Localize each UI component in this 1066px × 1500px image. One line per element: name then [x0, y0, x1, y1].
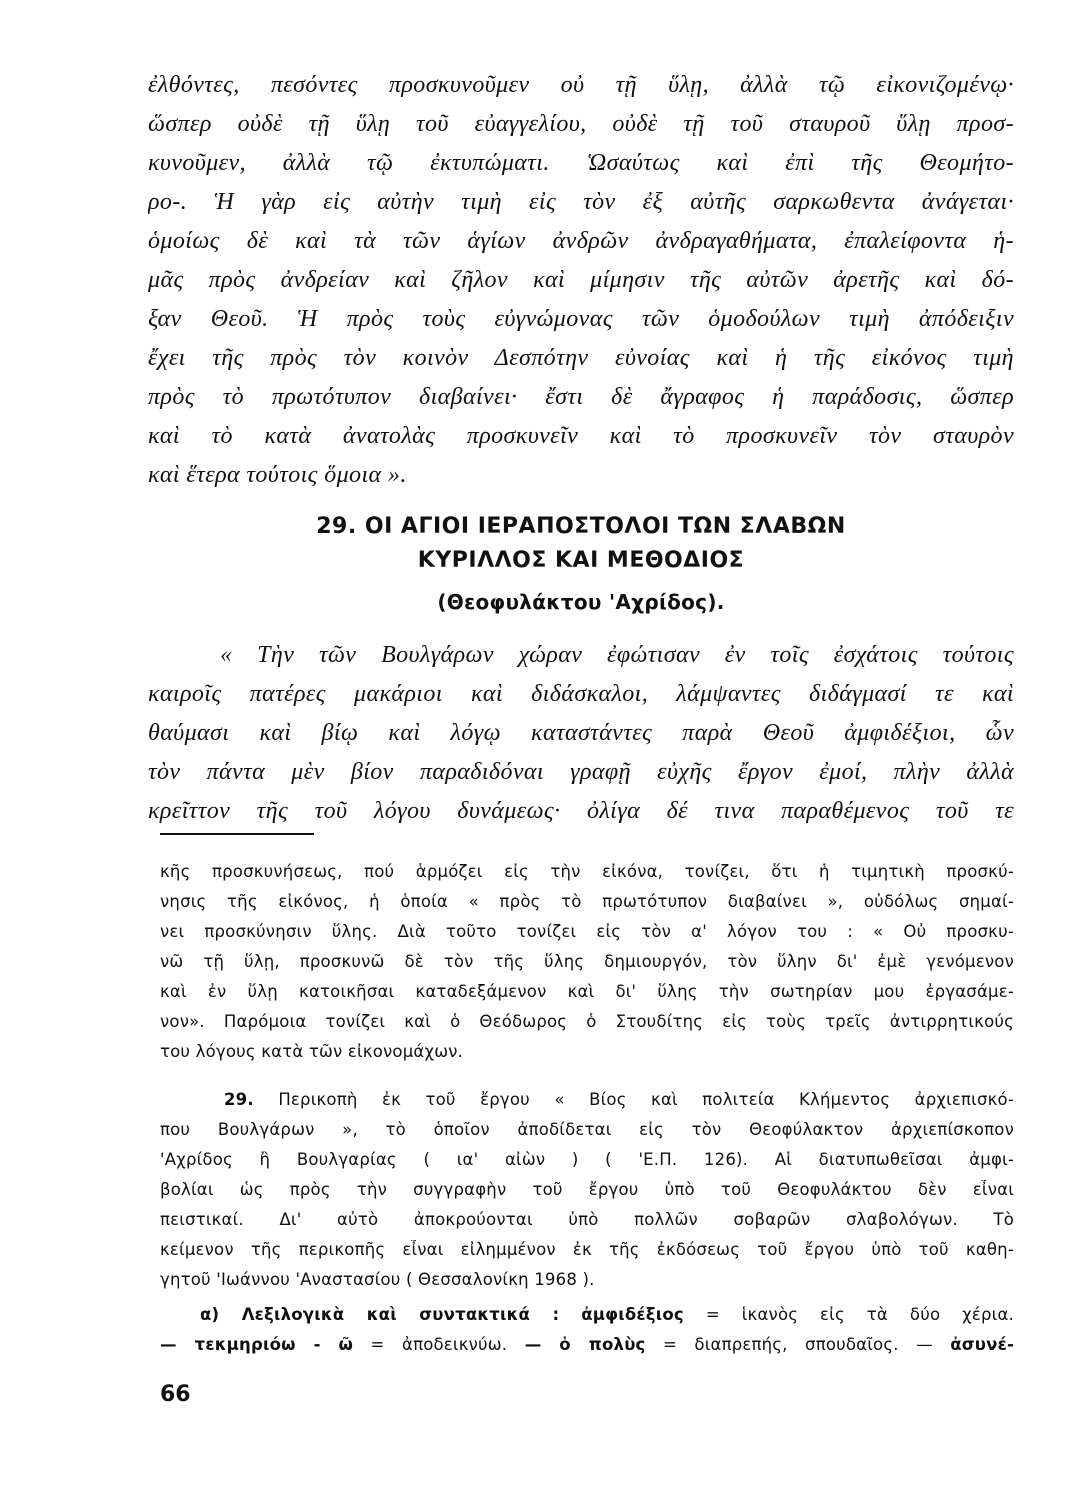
- footnote-line: 'Αχρίδος ἢ Βουλγαρίας ( ια' αἰὼν ) ( 'Ε.Π. 126). Αἱ διατυπωθεῖσαι ἀμφι-: [160, 1150, 1014, 1169]
- footnote-line: νει προσκύνησιν ὕλης. Διὰ τοῦτο τονίζει εἰς τὸν α' λόγον του : « Οὐ προσκυ-: [160, 922, 1014, 941]
- footnote-number: 29.: [224, 1090, 254, 1109]
- lexical-term: — τεκμηριόω - ῶ: [160, 1335, 354, 1354]
- footnote-divider: [160, 833, 314, 835]
- footnote-line: γητοῦ 'Ιωάννου 'Αναστασίου ( Θεσσαλονίκη 1968 ).: [160, 1270, 595, 1289]
- footnote-line: νον». Παρόμοια τονίζει καὶ ὁ Θεόδωρος ὁ Στουδίτης εἰς τοὺς τρεῖς ἀντιρρητικούς: [160, 1012, 1014, 1031]
- lexical-definition: = ἱκανὸς εἰς τὰ δύο χέρια.: [705, 1305, 1014, 1324]
- text-line: καὶ τὸ κατὰ ἀνατολὰς προσκυνεῖν καὶ τὸ προσκυνεῖν τὸν σταυρὸν: [148, 423, 1014, 449]
- section-source: (Θεοφυλάκτου 'Αχρίδος).: [437, 590, 725, 614]
- text-line: ρο-. Ἡ γὰρ εἰς αὐτὴν τιμὴ εἰς τὸν ἐξ αὐτῆς σαρκωθεντα ἀνάγεται·: [148, 189, 1014, 215]
- text-line: καιροῖς πατέρες μακάριοι καὶ διδάσκαλοι, λάμψαντες διδάγμασί τε καὶ: [148, 681, 1014, 707]
- text-line: κρεῖττον τῆς τοῦ λόγου δυνάμεως· ὀλίγα δέ τινα παραθέμενος τοῦ τε: [148, 798, 1014, 824]
- text-line: καὶ ἕτερα τούτοις ὅμοια ».: [148, 462, 407, 488]
- text-line: πρὸς τὸ πρωτότυπον διαβαίνει· ἔστι δὲ ἄγραφος ἡ παράδοσις, ὥσπερ: [148, 384, 1014, 410]
- text-line: θαύμασι καὶ βίῳ καὶ λόγῳ καταστάντες παρὰ Θεοῦ ἀμφιδέξιοι, ὧν: [148, 720, 1014, 746]
- text-line: ξαν Θεοῦ. Ἡ πρὸς τοὺς εὐγνώμονας τῶν ὁμοδούλων τιμὴ ἀπόδειξιν: [148, 306, 1014, 332]
- footnote-line: που Βουλγάρων », τὸ ὁποῖον ἀποδίδεται εἰς τὸν Θεοφύλακτον ἀρχιεπίσκοπον: [160, 1120, 1014, 1139]
- section-title-line-1: 29. ΟΙ ΑΓΙΟΙ ΙΕΡΑΠΟΣΤΟΛΟΙ ΤΩΝ ΣΛΑΒΩΝ: [316, 514, 846, 539]
- page-number: 66: [160, 1382, 191, 1407]
- text-line: « Τὴν τῶν Βουλγάρων χώραν ἐφώτισαν ἐν τοῖς ἐσχάτοις τούτοις: [220, 642, 1014, 668]
- lexical-term: ἀσυνέ-: [950, 1335, 1014, 1354]
- text-line: κυνοῦμεν, ἀλλὰ τῷ ἐκτυπώματι. Ὡσαύτως καὶ ἐπὶ τῆς Θεομήτο-: [148, 150, 1014, 176]
- text-line: ὥσπερ οὐδὲ τῇ ὕλῃ τοῦ εὐαγγελίου, οὐδὲ τῇ τοῦ σταυροῦ ὕλῃ προσ-: [148, 111, 1014, 137]
- footnote-line: πειστικαί. Δι' αὐτὸ ἀποκρούονται ὑπὸ πολλῶν σοβαρῶν σλαβολόγων. Τὸ: [160, 1210, 1014, 1229]
- lexical-term: — ὁ πολὺς: [524, 1335, 646, 1354]
- text-line: μᾶς πρὸς ἀνδρείαν καὶ ζῆλον καὶ μίμησιν τῆς αὐτῶν ἀρετῆς καὶ δό-: [148, 267, 1014, 293]
- lexical-definition: = διαπρεπής, σπουδαῖος. —: [662, 1335, 933, 1354]
- text-line: ἐλθόντες, πεσόντες προσκυνοῦμεν οὐ τῇ ὕλῃ, ἀλλὰ τῷ εἰκονιζομένῳ·: [148, 72, 1014, 98]
- footnote-line: [224, 1090, 1014, 1109]
- text-line: τὸν πάντα μὲν βίον παραδιδόναι γραφῇ εὐχῆς ἔργον ἐμοί, πλὴν ἀλλὰ: [148, 759, 1014, 785]
- footnote-line: νῶ τῇ ὕλῃ, προσκυνῶ δὲ τὸν τῆς ὕλης δημιουργόν, τὸν ὕλην δι' ἐμὲ γενόμενον: [160, 952, 1014, 971]
- lexical-line-1: [200, 1305, 1014, 1324]
- footnote-text: Περικοπὴ ἐκ τοῦ ἔργου « Βίος καὶ πολιτεία Κλήμεντος ἀρχιεπισκό-: [278, 1090, 1014, 1109]
- footnote-line: κῆς προσκυνήσεως, πού ἁρμόζει εἰς τὴν εἰκόνα, τονίζει, ὅτι ἡ τιμητικὴ προσκύ-: [160, 862, 1014, 881]
- footnote-line: του λόγους κατὰ τῶν εἰκονομάχων.: [160, 1042, 464, 1061]
- section-title-line-2: ΚΥΡΙΛΛΟΣ ΚΑΙ ΜΕΘΟΔΙΟΣ: [417, 548, 745, 573]
- text-line: ἔχει τῆς πρὸς τὸν κοινὸν Δεσπότην εὐνοίας καὶ ἡ τῆς εἰκόνος τιμὴ: [148, 345, 1014, 371]
- lexical-definition: = ἀποδεικνύω.: [370, 1335, 508, 1354]
- lexical-term: ἀμφιδέξιος: [581, 1305, 684, 1324]
- footnote-line: κείμενον τῆς περικοπῆς εἶναι εἰλημμένον ἐκ τῆς ἐκδόσεως τοῦ ἔργου ὑπὸ τοῦ καθη-: [160, 1240, 1014, 1259]
- text-line: ὁμοίως δὲ καὶ τὰ τῶν ἁγίων ἀνδρῶν ἀνδραγαθήματα, ἐπαλείφοντα ἡ-: [148, 228, 1014, 254]
- footnote-line: βολίαι ὡς πρὸς τὴν συγγραφὴν τοῦ ἔργου ὑπὸ τοῦ Θεοφυλάκτου δὲν εἶναι: [160, 1180, 1014, 1199]
- lexical-line-2: [160, 1335, 1014, 1354]
- lexical-label: α) Λεξιλογικὰ καὶ συντακτικά :: [200, 1305, 560, 1324]
- footnote-line: καὶ ἐν ὕλῃ κατοικῆσαι καταδεξάμενον καὶ δι' ὕλης τὴν σωτηρίαν μου ἐργασάμε-: [160, 982, 1014, 1001]
- footnote-line: νησις τῆς εἰκόνος, ἡ ὁποία « πρὸς τὸ πρωτότυπον διαβαίνει », οὐδόλως σημαί-: [160, 892, 1014, 911]
